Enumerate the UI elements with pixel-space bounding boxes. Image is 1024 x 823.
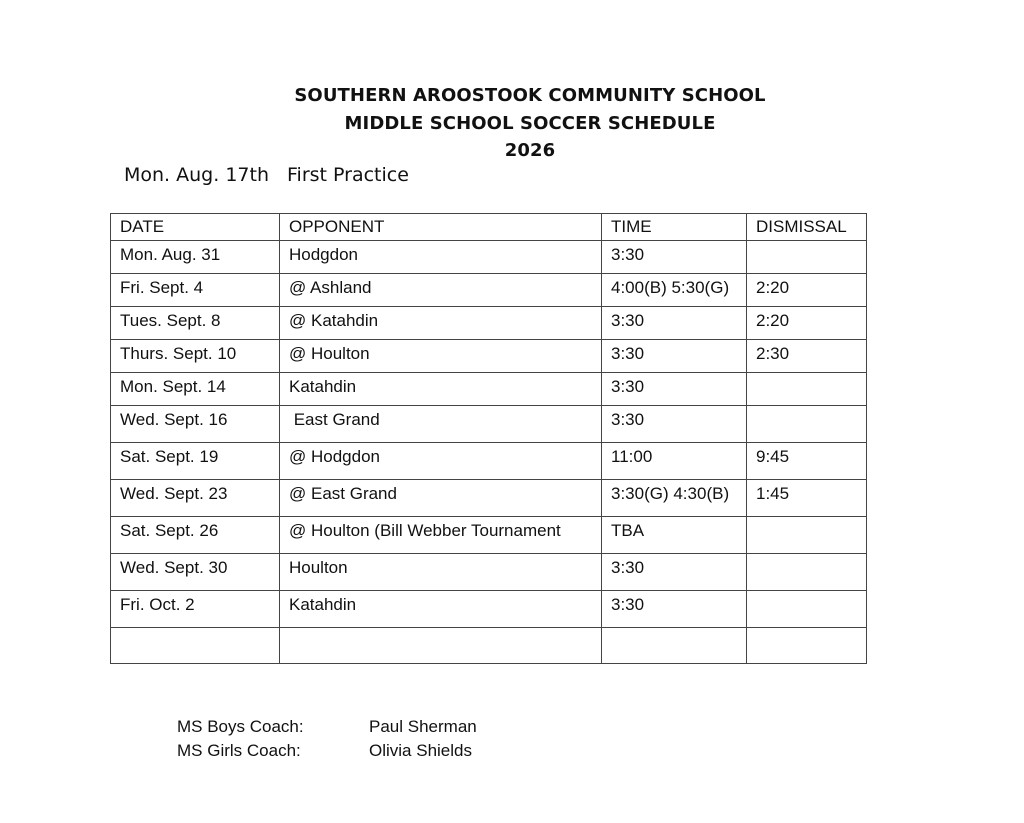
table-row [111, 591, 867, 628]
date-cell: Thurs. Sept. 10 [111, 340, 280, 373]
column-header-date: DATE [111, 214, 280, 241]
coach-row-girls [177, 739, 477, 763]
table-row [111, 443, 867, 480]
opponent-cell: @ East Grand [280, 480, 602, 517]
schedule-title: MIDDLE SCHOOL SOCCER SCHEDULE [344, 112, 716, 134]
dismissal-cell [747, 517, 867, 554]
table-row [111, 340, 867, 373]
coach-name: Olivia Shields [369, 741, 472, 760]
dismissal-cell: 2:30 [747, 340, 867, 373]
time-cell [602, 628, 747, 664]
time-cell: 3:30 [602, 307, 747, 340]
first-practice-date: Mon. Aug. 17th [124, 164, 269, 186]
time-cell: 3:30(G) 4:30(B) [602, 480, 747, 517]
dismissal-cell [747, 591, 867, 628]
opponent-cell: Houlton [280, 554, 602, 591]
date-cell: Tues. Sept. 8 [111, 307, 280, 340]
time-cell: 3:30 [602, 554, 747, 591]
date-cell: Wed. Sept. 30 [111, 554, 280, 591]
date-cell: Fri. Oct. 2 [111, 591, 280, 628]
table-header-row [111, 214, 867, 241]
date-cell: Wed. Sept. 16 [111, 406, 280, 443]
opponent-cell: @ Hodgdon [280, 443, 602, 480]
schedule-table [110, 213, 867, 664]
first-practice-label: First Practice [287, 164, 409, 186]
table-row [111, 307, 867, 340]
table-row-empty [111, 628, 867, 664]
column-header-opponent: OPPONENT [280, 214, 602, 241]
coach-role: MS Girls Coach: [177, 741, 301, 760]
opponent-cell: @ Houlton (Bill Webber Tournament [280, 517, 602, 554]
time-cell: 3:30 [602, 373, 747, 406]
dismissal-cell [747, 406, 867, 443]
dismissal-cell [747, 373, 867, 406]
table-row [111, 373, 867, 406]
date-cell: Mon. Aug. 31 [111, 241, 280, 274]
coach-row-boys [177, 715, 477, 739]
table-row [111, 517, 867, 554]
dismissal-cell: 2:20 [747, 274, 867, 307]
time-cell: 4:00(B) 5:30(G) [602, 274, 747, 307]
first-practice-line [124, 164, 409, 186]
table-row [111, 274, 867, 307]
time-cell: 3:30 [602, 340, 747, 373]
opponent-cell: @ Houlton [280, 340, 602, 373]
document-title [0, 82, 1024, 165]
time-cell: 3:30 [602, 591, 747, 628]
time-cell: 3:30 [602, 406, 747, 443]
date-cell: Wed. Sept. 23 [111, 480, 280, 517]
dismissal-cell [747, 554, 867, 591]
date-cell: Sat. Sept. 19 [111, 443, 280, 480]
opponent-cell: @ Ashland [280, 274, 602, 307]
coach-role: MS Boys Coach: [177, 717, 304, 736]
dismissal-cell: 2:20 [747, 307, 867, 340]
opponent-cell [280, 628, 602, 664]
opponent-cell: Hodgdon [280, 241, 602, 274]
coach-name: Paul Sherman [369, 717, 477, 736]
school-name: SOUTHERN AROOSTOOK COMMUNITY SCHOOL [294, 85, 766, 106]
coaches-block [177, 715, 477, 763]
table-row [111, 406, 867, 443]
column-header-time: TIME [602, 214, 747, 241]
date-cell [111, 628, 280, 664]
time-cell: 11:00 [602, 443, 747, 480]
time-cell: 3:30 [602, 241, 747, 274]
opponent-cell: Katahdin [280, 373, 602, 406]
dismissal-cell [747, 628, 867, 664]
opponent-cell: @ Katahdin [280, 307, 602, 340]
opponent-cell: Katahdin [280, 591, 602, 628]
table-row [111, 480, 867, 517]
dismissal-cell: 1:45 [747, 480, 867, 517]
table-row [111, 554, 867, 591]
time-cell: TBA [602, 517, 747, 554]
dismissal-cell: 9:45 [747, 443, 867, 480]
dismissal-cell [747, 241, 867, 274]
column-header-dismissal: DISMISSAL [747, 214, 867, 241]
table-row [111, 241, 867, 274]
date-cell: Sat. Sept. 26 [111, 517, 280, 554]
opponent-cell: East Grand [280, 406, 602, 443]
date-cell: Fri. Sept. 4 [111, 274, 280, 307]
date-cell: Mon. Sept. 14 [111, 373, 280, 406]
schedule-year: 2026 [504, 140, 556, 161]
